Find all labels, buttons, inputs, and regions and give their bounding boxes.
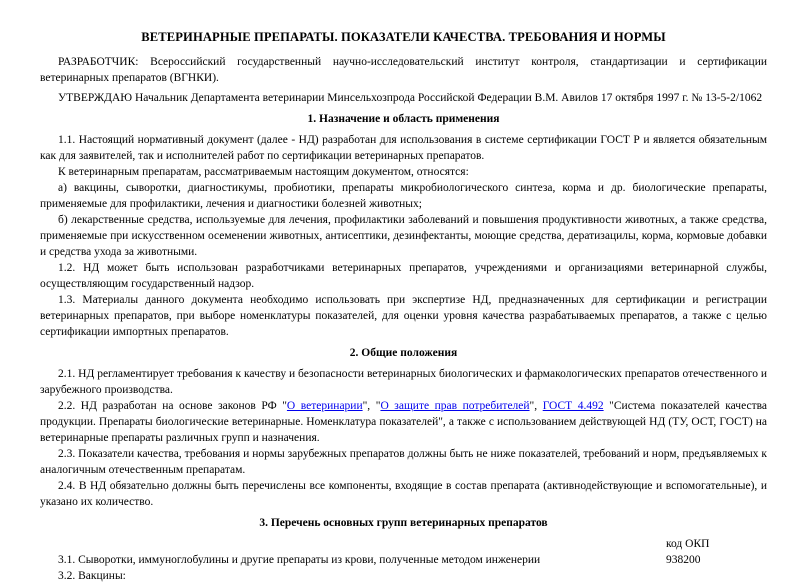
paragraph-2-1: 2.1. НД регламентирует требования к качеству и безопасности ветеринарных биологических и фармакологических препаратов отечественного и зарубежного производства.: [40, 368, 767, 396]
paragraph-1-3: 1.3. Материалы данного документа необходимо использовать при экспертизе НД, предназначенных для сертификации и регистрации ветеринарных препаратов, при выборе номенклатуры показателей, для оценки уровня качества разрабатываемых препаратов, а также с целью сертификации импортных препаратов.: [40, 294, 767, 338]
approved-line: УТВЕРЖДАЮ Начальник Департамента ветеринарии Минсельхозпрода Российской Федерации В.М. Авилов 17 октября 1997 г. № 13-5-2/1062: [58, 92, 763, 104]
section-3-heading: 3. Перечень основных групп ветеринарных препаратов: [259, 517, 548, 529]
okp-header-row: [40, 536, 767, 552]
paragraph-1-a: а) вакцины, сыворотки, диагностикумы, пробиотики, препараты микробиологического синтеза, корма и др. биологические препараты, применяемые для профилактики, лечения и диагностики болезней животных;: [40, 182, 767, 210]
paragraph-2-2-sep1: ", ": [362, 400, 381, 412]
table-row: [40, 568, 767, 584]
okp-code-header: код ОКП: [666, 538, 710, 550]
section-2-heading: 2. Общие положения: [349, 347, 458, 359]
paragraph-2-2-sep2: ",: [529, 400, 543, 412]
paragraph-1-2: 1.2. НД может быть использован разработчиками ветеринарных препаратов, учреждениями и организациями ветеринарной службы, осуществляющим государственный надзор.: [40, 262, 767, 290]
group-name: 3.2. Вакцины:: [58, 570, 126, 582]
paragraph-2-4: 2.4. В НД обязательно должны быть перечислены все компоненты, входящие в состав препарата (активнодействующие и вспомогательные), и указано их количество.: [40, 480, 767, 508]
okp-table: [40, 536, 767, 584]
paragraph-2-2: [40, 398, 767, 446]
table-row: [40, 552, 767, 568]
link-gost-4-492[interactable]: ГОСТ 4.492: [542, 400, 604, 412]
document-page: [40, 28, 767, 584]
developer-line: РАЗРАБОТЧИК: Всероссийский государственный научно-исследовательский институт контроля, стандартизации и сертификации ветеринарных препаратов (ВГНКИ).: [40, 56, 767, 84]
paragraph-1-1: 1.1. Настоящий нормативный документ (далее - НД) разработан для использования в системе сертификации ГОСТ Р и является обязательным как для заявителей, так и исполнителей работ по сертификации ветеринарных препаратов.: [40, 134, 767, 162]
paragraph-2-2-start: 2.2. НД разработан на основе законов РФ ": [58, 400, 287, 412]
okp-code: 938200: [666, 554, 701, 566]
paragraph-1-b: б) лекарственные средства, используемые для лечения, профилактики заболеваний и повышения продуктивности животных, а также средства, применяемые при искусственном осеменении животных, антисептики, дезинфектанты, моющие средства, дератизацилы, корма, кормовые добавки и средства ухода за животными.: [40, 214, 767, 258]
link-o-zashchite-prav[interactable]: О защите прав потребителей: [380, 400, 530, 412]
paragraph-2-3: 2.3. Показатели качества, требования и нормы зарубежных препаратов должны быть не ниже показателей, требований и норм, предъявляемых к аналогичным отечественным препаратам.: [40, 448, 767, 476]
link-o-veterinarii[interactable]: О ветеринарии: [286, 400, 363, 412]
okp-code: [648, 568, 767, 584]
group-name: 3.1. Сыворотки, иммуноглобулины и другие препараты из крови, полученные методом инженерии: [58, 554, 541, 566]
paragraph-2-2-end: "Система показателей качества продукции. Препараты биологические ветеринарные. Номенклатура показателей", а также с использованием действующей НД (ТУ, ОСТ, ГОСТ) на ветеринарные препараты различных групп и назначения.: [40, 400, 767, 444]
section-1-heading: 1. Назначение и область применения: [307, 113, 500, 125]
paragraph-1-intro: К ветеринарным препаратам, рассматриваемым настоящим документом, относятся:: [58, 166, 469, 178]
document-title: ВЕТЕРИНАРНЫЕ ПРЕПАРАТЫ. ПОКАЗАТЕЛИ КАЧЕСТВА. ТРЕБОВАНИЯ И НОРМЫ: [141, 30, 666, 44]
